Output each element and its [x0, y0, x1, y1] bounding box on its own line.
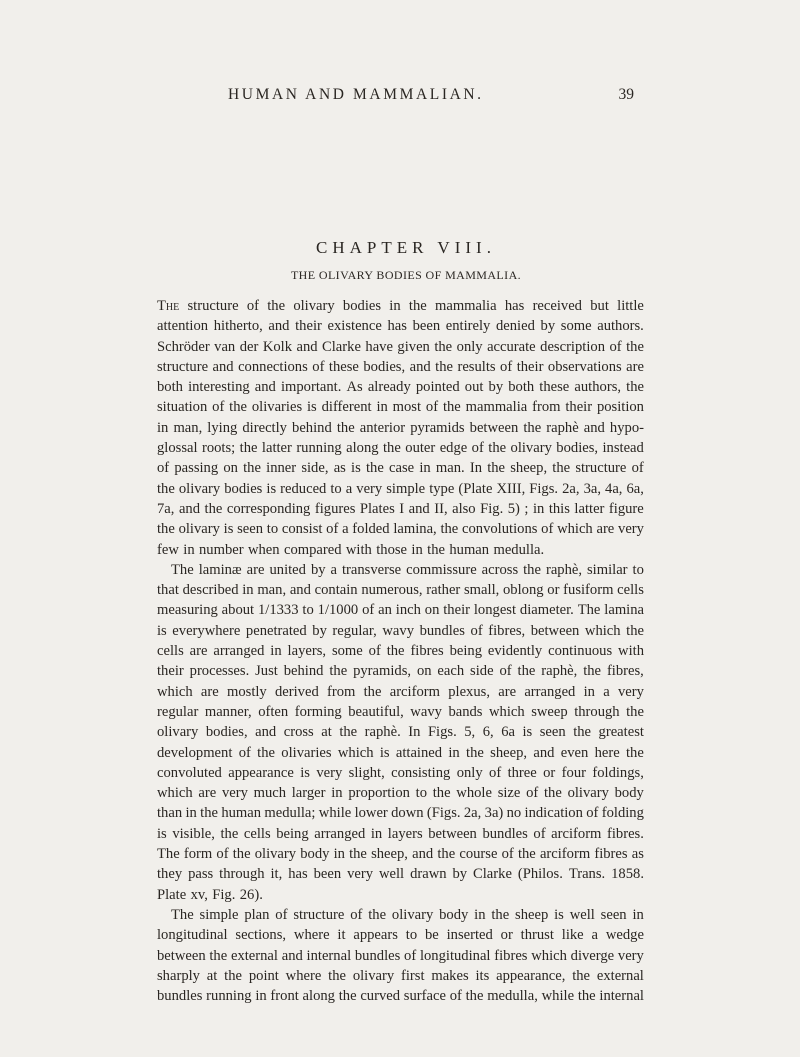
chapter-subheading: THE OLIVARY BODIES OF MAMMALIA.	[290, 268, 522, 282]
text-line: of passing on the inner side, as is the case in man. In the sheep, the structure of	[157, 460, 644, 477]
text-line: in man, lying directly behind the anterior pyramids between the raphè and hypo-	[157, 419, 644, 436]
text-line: The simple plan of structure of the olivary body in the sheep is well seen in	[171, 906, 644, 923]
text-line: attention hitherto, and their existence has been entirely denied by some authors.	[157, 318, 644, 335]
text-line: Plate xv, Fig. 26).	[157, 886, 263, 903]
text-line: that described in man, and contain numerous, rather small, oblong or fusiform cells	[157, 582, 644, 599]
text-line: both interesting and important. As already pointed out by both these authors, the	[157, 379, 644, 396]
text-line: 7a, and the corresponding figures Plates I and II, also Fig. 5) ; in this latter figure	[157, 500, 644, 517]
text-line: they pass through it, has been very well drawn by Clarke (Philos. Trans. 1858.	[157, 866, 644, 883]
chapter-heading: CHAPTER VIII.	[316, 238, 496, 257]
text-line: than in the human medulla; while lower down (Figs. 2a, 3a) no indication of folding	[157, 805, 644, 822]
text-line: bundles running in front along the curved surface of the medulla, while the internal	[157, 988, 644, 1005]
text-line: The form of the olivary body in the sheep, and the course of the arciform fibres as	[157, 846, 644, 863]
text-line: which are mostly derived from the arciform plexus, are arranged in a very	[157, 683, 644, 700]
text-line: situation of the olivaries is different in most of the mammalia from their position	[157, 399, 644, 416]
text-line: Schröder van der Kolk and Clarke have given the only accurate description of the	[157, 338, 644, 355]
text-line: structure and connections of these bodies, and the results of their observations are	[157, 358, 644, 375]
text-line: longitudinal sections, where it appears to be inserted or thrust like a wedge	[157, 927, 644, 944]
text-line: between the external and internal bundles of longitudinal fibres which diverge very	[157, 947, 644, 964]
text-line: development of the olivaries which is attained in the sheep, and even here the	[157, 744, 644, 761]
text-line: The laminæ are united by a transverse commissure across the raphè, similar to	[171, 561, 644, 578]
text-line: few in number when compared with those in the human medulla.	[157, 541, 545, 558]
page-number: 39	[618, 86, 634, 103]
running-header	[228, 86, 634, 106]
text-line: regular manner, often forming beautiful, wavy bands which sweep through the	[157, 703, 644, 720]
body-text	[157, 296, 644, 1006]
text-line: convoluted appearance is very slight, consisting only of three or four foldings,	[157, 764, 644, 781]
text-line: The structure of the olivary bodies in the mammalia has received but little	[157, 298, 644, 314]
text-line: is everywhere penetrated by regular, wavy bundles of fibres, between which the	[157, 622, 644, 639]
text-line: glossal roots; the latter running along the outer edge of the olivary bodies, instead	[157, 440, 644, 457]
text-line: is visible, the cells being arranged in layers between bundles of arciform fibres.	[157, 825, 644, 842]
text-line: the olivary is seen to consist of a folded lamina, the convolutions of which are very	[157, 521, 644, 538]
text-line: olivary bodies, and cross at the raphè. In Figs. 5, 6, 6a is seen the greatest	[157, 724, 644, 741]
text-line: measuring about 1/1333 to 1/1000 of an inch on their longest diameter. The lamina	[157, 602, 644, 619]
text-line: the olivary bodies is reduced to a very simple type (Plate XIII, Figs. 2a, 3a, 4a, 6a,	[157, 480, 644, 497]
text-line: sharply at the point where the olivary first makes its appearance, the external	[157, 967, 644, 984]
text-line: which are very much larger in proportion to the whole size of the olivary body	[157, 785, 644, 802]
running-title: HUMAN AND MAMMALIAN.	[228, 86, 484, 103]
text-line: cells are arranged in layers, some of the fibres being evidently continuous with	[157, 643, 644, 660]
text-line: their processes. Just behind the pyramids, on each side of the raphè, the fibres,	[157, 663, 644, 680]
